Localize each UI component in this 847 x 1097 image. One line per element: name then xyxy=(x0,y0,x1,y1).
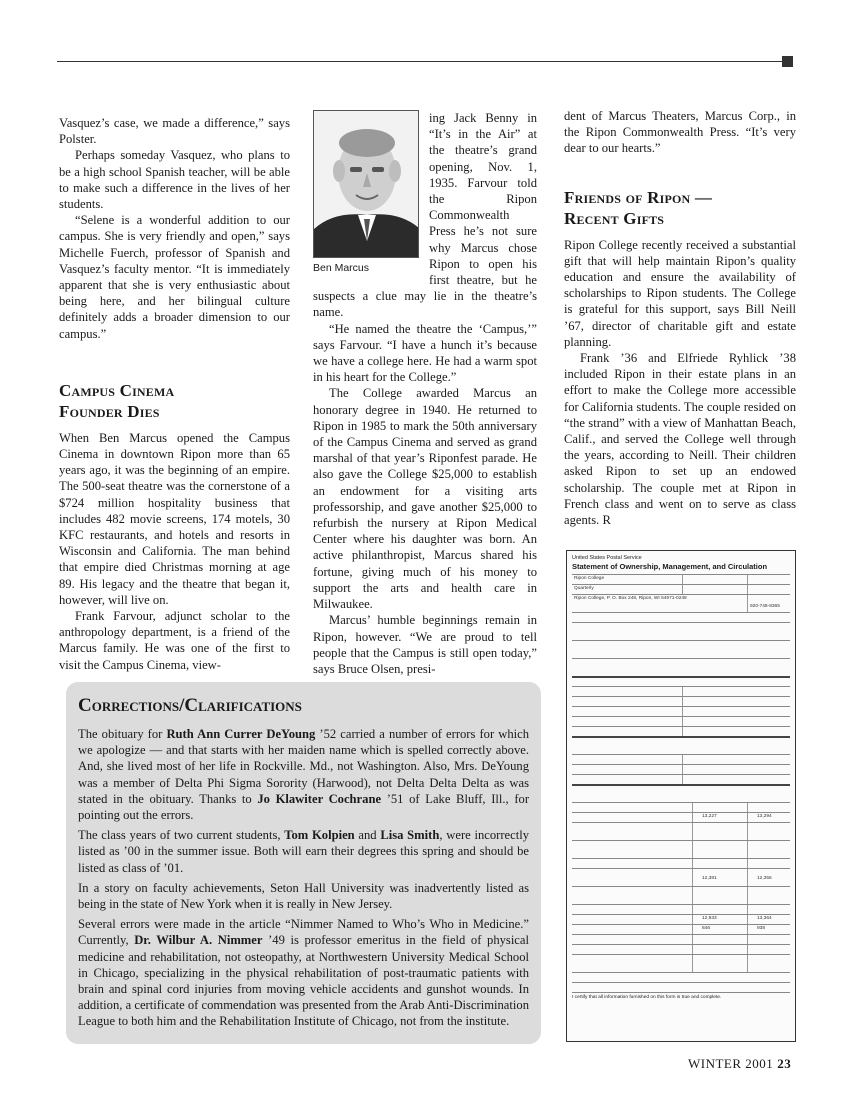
form-row xyxy=(572,802,790,812)
headline-campus-cinema xyxy=(59,380,290,422)
form-footer: I certify that all information furnished on this form is true and complete. xyxy=(572,992,790,1001)
form-row xyxy=(572,868,790,886)
form-office-use: 846 xyxy=(702,926,711,931)
text-run: The class years of two current students, xyxy=(78,828,285,843)
corrections-paragraph xyxy=(78,726,529,823)
text-run: The obituary for xyxy=(78,727,167,741)
form-row xyxy=(572,812,790,822)
paragraph: “He named the theatre the ‘Campus,’” says Farvour. “I have a hunch it’s because we have a college here. He had a warm spot in his heart for the College.” xyxy=(313,321,537,385)
headline-line: Friends of Ripon — xyxy=(564,187,713,207)
form-row xyxy=(572,858,790,868)
photo-block xyxy=(313,110,419,280)
top-square-marker xyxy=(782,56,793,67)
paragraph: Ripon College recently received a substantial gift that will help maintain Ripon’s quality education and ensure the availability of scholarships to Ripon students. The College is grateful for this support, says Bill Neill ’67, director of charitable gift and estate planning. xyxy=(564,237,796,349)
form-phone: 920-748-8365 xyxy=(750,604,780,609)
form-frequency: Quarterly xyxy=(574,586,594,591)
paragraph: Vasquez’s case, we made a difference,” says Polster. xyxy=(59,116,290,147)
form-row xyxy=(572,982,790,992)
form-total-free: 12,381 xyxy=(702,876,717,881)
form-row xyxy=(572,840,790,858)
form-row xyxy=(572,622,790,640)
column-2 xyxy=(313,110,537,677)
person-name: Dr. Wilbur A. Nimmer xyxy=(134,933,263,948)
text-run: ’49 is professor emeritus in the field of physical medicine and rehabilitation, not osteopathy, at Northwestern University Medical School in Chicago, specializing in the physical rehabilitation of post-traumatic patients with brain and spinal cord injuries from moving vehicle accidents and gunshot wounds. In addition, a certificate of commendation was presented from the Arab Anti-Discrimination League to both him and the Rehabilitation Institute of Chicago, not from the institute. xyxy=(78,933,529,1029)
form-row xyxy=(572,640,790,658)
person-name: Lisa Smith xyxy=(380,828,440,843)
text-run: and xyxy=(354,828,381,843)
person-name: Jo Klawiter Cochrane xyxy=(257,791,382,806)
corrections-paragraph xyxy=(78,827,529,876)
paragraph: Frank Farvour, adjunct scholar to the anthropology department, is a friend of the Marcus family. He was one of the first to visit the Campus Cinema, view- xyxy=(59,609,290,672)
form-row xyxy=(572,924,790,934)
form-row xyxy=(572,686,790,696)
column-3 xyxy=(564,108,796,528)
headline-line: Campus Cinema xyxy=(59,380,175,400)
text-run: ’52 carried a number of errors for which we apologize — and that starts with her maiden name which is spelled correctly above. And, she lived most of her life in Rockville. Md., not Washington. Also, Mrs. DeYoung was a member of Delta Phi Sigma Sorority (Harwood), not Delta Delta Delta as was stated in the obituary. Thanks to xyxy=(78,727,530,806)
paragraph: Perhaps someday Vasquez, who plans to be a high school Spanish teacher, will be able to make such a difference in the lives of her students. xyxy=(59,148,290,212)
form-row xyxy=(572,972,790,982)
form-total-free-issue: 12,356 xyxy=(757,876,772,881)
portrait-photo xyxy=(313,110,419,258)
form-address: Ripon College, P. O. Box 248, Ripon, WI 54971-0248 xyxy=(574,596,687,601)
form-row xyxy=(572,658,790,676)
form-row xyxy=(572,754,790,764)
form-row xyxy=(572,784,790,802)
form-row xyxy=(572,886,790,904)
form-row xyxy=(572,822,790,840)
text-run: , were incorrectly listed as ’00 in the summer issue. Both will earn their degrees this spring and should be listed as class of ’01. xyxy=(78,828,530,875)
form-row xyxy=(572,736,790,754)
page-folio xyxy=(688,1056,791,1072)
form-row xyxy=(572,764,790,774)
form-net-press-run-issue: 13,294 xyxy=(757,814,772,819)
form-net-press-run: 13,227 xyxy=(702,814,717,819)
form-title: Statement of Ownership, Management, and Circulation xyxy=(572,562,768,571)
form-row xyxy=(572,904,790,914)
form-row xyxy=(572,594,790,612)
corrections-paragraph xyxy=(78,916,529,1029)
corrections-paragraph: In a story on faculty achievements, Seton Hall University was inadvertently listed as being in the state of New York when it is really in New Jersey. xyxy=(78,880,529,912)
form-agency: United States Postal Service xyxy=(572,555,642,561)
column-1 xyxy=(59,115,290,673)
form-publication: Ripon College xyxy=(574,576,605,581)
person-name: Tom Kolpien xyxy=(284,828,355,843)
form-row xyxy=(572,934,790,944)
form-office-use-issue: 938 xyxy=(757,926,766,931)
form-row xyxy=(572,696,790,706)
corrections-box xyxy=(66,682,541,1044)
corrections-title: Corrections/Clarifications xyxy=(78,695,302,716)
issue-label: WINTER 2001 xyxy=(688,1056,774,1071)
paragraph: ing Jack Benny in “It’s in the Air” at the theatre’s grand opening, Nov. 1, 1935. Farvour told the Ripon Commonwealth Press he’s not sure why Marcus chose Ripon to open his first theatre, but he suspects a clue may lie in the theatre’s name. xyxy=(313,111,537,320)
headline-friends-of-ripon xyxy=(564,187,796,229)
form-row xyxy=(572,716,790,726)
form-row xyxy=(572,706,790,716)
form-total-distribution-issue: 13,364 xyxy=(757,916,772,921)
text-run: ’51 of Lake Bluff, Ill., for pointing out the errors. xyxy=(78,791,530,823)
top-rule xyxy=(57,61,784,62)
paragraph: dent of Marcus Theaters, Marcus Corp., in the Ripon Commonwealth Press. “It’s very dear to our hearts.” xyxy=(564,109,796,156)
form-total-distribution: 12,933 xyxy=(702,916,717,921)
paragraph: “Selene is a wonderful addition to our campus. She is very friendly and open,” says Michelle Fuerch, professor of Spanish and Vasquez’s faculty mentor. “It is immediately apparent that she is very enthusiastic about being here, and her bilingual culture definitely adds a broader dimension to our campus.” xyxy=(59,213,290,341)
page-number: 23 xyxy=(777,1056,792,1071)
text-run: Several errors were made in the article “Nimmer Named to Who’s Who in Medicine.” Currently, xyxy=(78,917,529,948)
paragraph: When Ben Marcus opened the Campus Cinema in downtown Ripon more than 65 years ago, it was the beginning of an empire. The 500-seat theatre was the cornerstone of a $724 million hospitality business that includes 482 movie screens, 174 motels, 30 KFC restaurants, and hotels and resorts in Wisconsin and California. The man behind that empire died Christmas morning at age 89. His legacy and the theatre that began it, however, will live on. xyxy=(59,430,290,607)
form-row xyxy=(572,726,790,736)
form-row xyxy=(572,574,790,584)
paragraph: Frank ’36 and Elfriede Ryhlick ’38 included Ripon in their estate plans in an effort to make the College more accessible for California students. The couple resided on “the strand” with a view of Manhattan Beach, Calif., and served the College well through the years, according to Neill. Their children asked Ripon to set up an endowed scholarship. The couple met at Ripon in French class and went on to serve as class agents. R xyxy=(564,351,796,528)
person-name: Ruth Ann Currer DeYoung xyxy=(166,727,316,741)
photo-caption: Ben Marcus xyxy=(313,262,370,274)
paragraph: Marcus’ humble beginnings remain in Ripon, however. “We are proud to tell people that the Campus is still open today,” says Bruce Olsen, presi- xyxy=(313,613,537,676)
headline-line: Founder Dies xyxy=(59,401,160,421)
form-row xyxy=(572,954,790,972)
form-row xyxy=(572,612,790,622)
form-row xyxy=(572,914,790,924)
portrait-image xyxy=(314,111,419,258)
statement-of-ownership-form xyxy=(566,550,796,1042)
form-row xyxy=(572,774,790,784)
form-row xyxy=(572,584,790,594)
paragraph: The College awarded Marcus an honorary degree in 1940. He returned to Ripon in 1985 to mark the 50th anniversary of the Campus Cinema and served as grand marshal of that year’s Riponfest parade. He also gave the College $25,000 to establish an endowment for a visiting arts professorship, and gave another $25,000 to refurbish the nursery at Ripon Medical Center where his daughter was born. An active philanthropist, Marcus shared his fortune, giving much of his money to support the arts and health care in Milwaukee. xyxy=(313,386,537,612)
form-row xyxy=(572,944,790,954)
headline-line: Recent Gifts xyxy=(564,208,665,228)
form-row xyxy=(572,676,790,686)
